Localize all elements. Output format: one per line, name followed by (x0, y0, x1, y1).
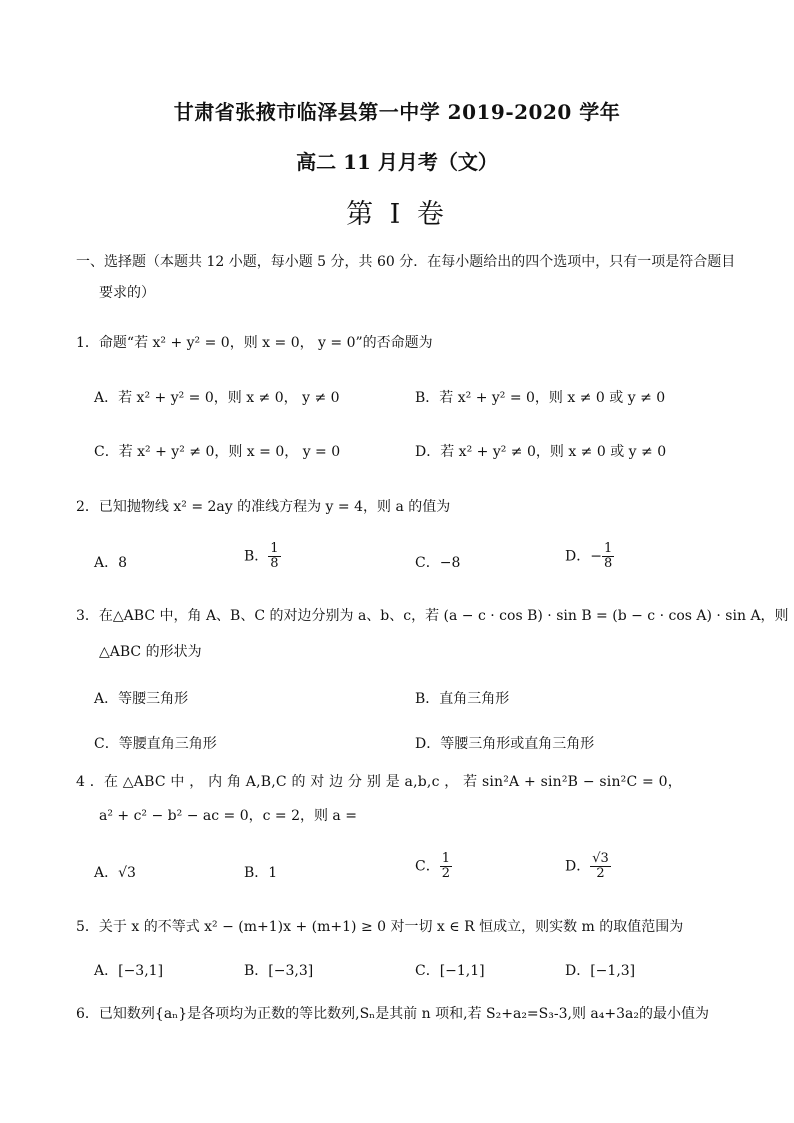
question-3-stem-line1: 3．在△ABC 中，角 A、B、C 的对边分别为 a、b、c，若 (a − c · cos B) · sin B = (b − c · cos A) · sin A，则 (76, 608, 789, 624)
fraction-numerator: 1 (441, 851, 450, 866)
section-instruction-line1: 一、选择题（本题共 12 小题，每小题 5 分，共 60 分．在每小题给出的四个选项中，只有一项是符合题目 (76, 254, 736, 270)
fraction-numerator: 1 (603, 541, 613, 556)
question-4-option-c (415, 852, 452, 881)
question-2-option-b (244, 542, 281, 571)
fraction-denominator: 2 (596, 866, 605, 881)
question-1-option-c: C．若 x² + y² ≠ 0，则 x = 0， y = 0 (94, 444, 341, 460)
volume-heading: 第 I 卷 (346, 199, 448, 230)
question-4-option-a: A．√3 (94, 865, 136, 881)
question-4-stem-line2: a² + c² − b² − ac = 0，c = 2，则 a = (99, 808, 357, 824)
question-5-option-a: A．[−3,1] (94, 963, 164, 979)
question-2-option-b-fraction (268, 542, 280, 571)
question-1-option-a: A．若 x² + y² = 0，则 x ≠ 0， y ≠ 0 (94, 390, 340, 406)
question-4-option-c-label: C． (415, 858, 440, 875)
question-2-stem: 2．已知抛物线 x² = 2ay 的准线方程为 y = 4，则 a 的值为 (76, 499, 451, 515)
question-5-option-b: B．[−3,3] (244, 963, 314, 979)
question-2-option-d (565, 542, 614, 571)
question-3-option-c: C．等腰直角三角形 (94, 736, 217, 752)
question-4-stem-line1: 4 ．在 △ABC 中 ， 内 角 A,B,C 的 对 边 分 别 是 a,b,c ， 若 sin²A + sin²B − sin²C = 0， (76, 774, 682, 790)
question-4-option-d (565, 852, 611, 881)
question-1-option-d: D．若 x² + y² ≠ 0，则 x ≠ 0 或 y ≠ 0 (415, 444, 667, 460)
fraction-denominator: 2 (441, 866, 450, 881)
question-3-option-b: B．直角三角形 (415, 691, 510, 707)
question-5-option-d: D．[−1,3] (565, 963, 636, 979)
exam-title: 甘肃省张掖市临泽县第一中学 2019-2020 学年 (173, 100, 621, 124)
question-5-option-c: C．[−1,1] (415, 963, 485, 979)
question-2-option-d-fraction (602, 542, 614, 571)
question-2-option-c: C．−8 (415, 555, 461, 571)
question-2-option-a: A．8 (94, 555, 128, 571)
fraction-denominator: 8 (603, 556, 613, 571)
question-3-option-a: A．等腰三角形 (94, 691, 189, 707)
question-3-option-d: D．等腰三角形或直角三角形 (415, 736, 595, 752)
question-3-stem-line2: △ABC 的形状为 (99, 644, 202, 660)
question-4-option-b: B．1 (244, 865, 278, 881)
question-1-stem: 1．命题“若 x² + y² = 0，则 x = 0， y = 0”的否命题为 (76, 335, 433, 351)
question-4-option-d-label: D． (565, 858, 591, 875)
fraction-denominator: 8 (270, 556, 279, 571)
question-2-option-b-label: B． (244, 548, 269, 565)
section-instruction-line2: 要求的） (99, 285, 155, 301)
fraction-numerator: 1 (270, 541, 279, 556)
question-4-option-d-fraction (590, 852, 611, 881)
exam-subtitle: 高二 11 月月考（文） (296, 150, 498, 174)
fraction-numerator: √3 (592, 851, 609, 866)
question-1-option-b: B．若 x² + y² = 0，则 x ≠ 0 或 y ≠ 0 (415, 390, 666, 406)
question-4-option-c-fraction (440, 852, 452, 881)
question-6-stem: 6．已知数列{aₙ}是各项均为正数的等比数列,Sₙ是其前 n 项和,若 S₂+a₂=S₃-3,则 a₄+3a₂的最小值为 (76, 1006, 709, 1022)
question-5-stem: 5．关于 x 的不等式 x² − (m+1)x + (m+1) ≥ 0 对一切 x ∈ R 恒成立，则实数 m 的取值范围为 (76, 919, 684, 935)
question-2-option-d-label: D．− (565, 548, 602, 565)
